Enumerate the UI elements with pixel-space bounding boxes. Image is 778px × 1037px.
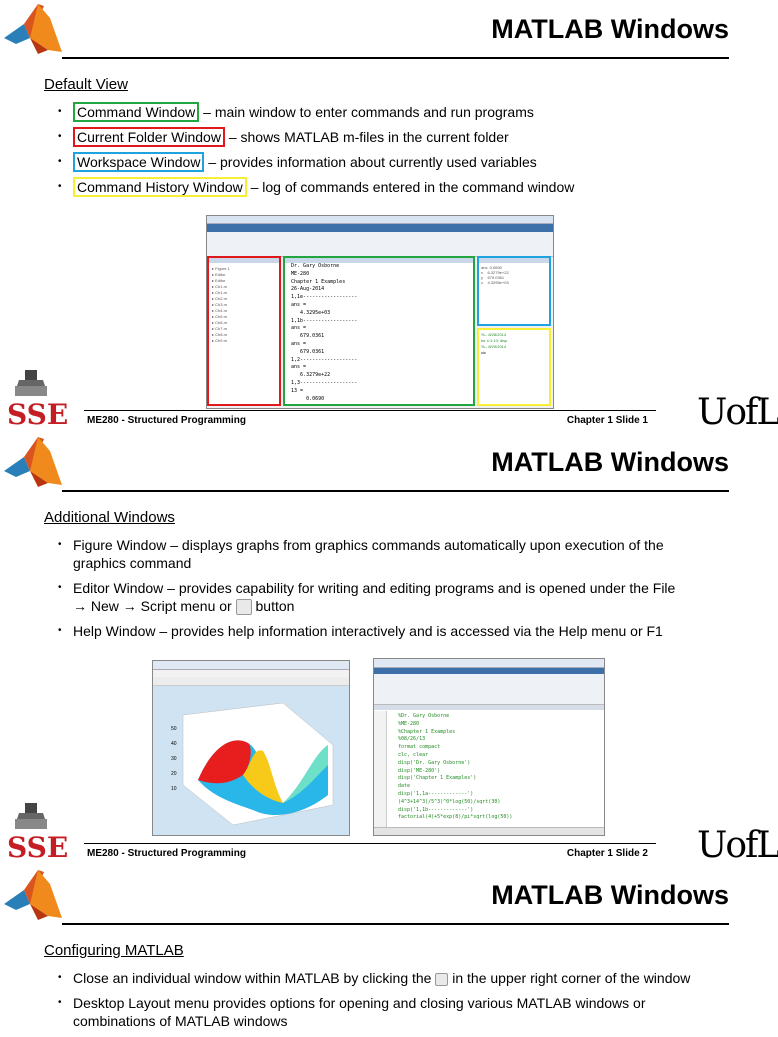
term-command-history-window: Command History Window bbox=[73, 177, 247, 197]
svg-text:SSE: SSE bbox=[7, 831, 69, 864]
close-window-icon bbox=[435, 973, 448, 986]
footer-rule bbox=[84, 410, 656, 411]
bullet-item bbox=[58, 128, 698, 146]
screenshot-toolstrip bbox=[207, 232, 553, 257]
footer-rule bbox=[84, 843, 656, 844]
bullet-text: Close an individual window within MATLAB by clicking the bbox=[73, 970, 432, 986]
new-script-icon bbox=[236, 599, 252, 615]
bullet-text: Editor Window – provides capability for writing and editing programs and is opened under the File → New → Script menu or bbox=[73, 580, 676, 614]
current-folder-panel: ▸ Figure 1 ▸ Editor ▸ Editor ▸ Ch1.m ▸ Ch1.m ▸ Ch2.m ▸ Ch3.m ▸ Ch4.m ▸ Ch5.m ▸ Ch6.m ▸ Ch7.m ▸ Ch8.m ▸ Ch9.m bbox=[207, 256, 281, 406]
slide-title: MATLAB Windows bbox=[491, 14, 729, 44]
command-window-panel bbox=[283, 256, 475, 406]
bullet-item bbox=[58, 153, 698, 171]
svg-text:40: 40 bbox=[171, 741, 177, 747]
screenshot-tabstrip bbox=[207, 224, 553, 232]
bullet-text: – shows MATLAB m-files in the current folder bbox=[224, 129, 509, 145]
bullet-item bbox=[58, 178, 698, 196]
bullet-text: Figure Window – displays graphs from graphics commands automatically upon execution of the graphics command bbox=[73, 537, 664, 571]
footer-course: ME280 - Structured Programming bbox=[87, 848, 246, 859]
sse-logo-icon bbox=[5, 368, 69, 432]
bullet-item bbox=[58, 579, 683, 615]
sse-logo-icon bbox=[5, 801, 69, 865]
footer-course: ME280 - Structured Programming bbox=[87, 415, 246, 426]
slide-title: MATLAB Windows bbox=[491, 447, 729, 477]
matlab-logo-icon bbox=[2, 866, 64, 924]
svg-text:50: 50 bbox=[171, 726, 177, 732]
uofl-logo: UofL bbox=[697, 392, 778, 433]
bullet-list bbox=[58, 969, 728, 1037]
command-history-panel: %-- 8/28/2014 for i=1:10; disp %-- 8/29/2014 clc bbox=[477, 328, 551, 406]
screenshot-titlebar bbox=[207, 216, 553, 224]
svg-text:SSE: SSE bbox=[7, 398, 69, 431]
svg-text:30: 30 bbox=[171, 756, 177, 762]
uofl-logo: UofL bbox=[697, 825, 778, 866]
title-rule bbox=[62, 923, 729, 925]
svg-text:10: 10 bbox=[171, 786, 177, 792]
bullet-item bbox=[58, 103, 698, 121]
section-heading: Default View bbox=[44, 76, 128, 93]
bullet-text: Help Window – provides help information interactively and is accessed via the Help menu or F1 bbox=[73, 623, 663, 640]
slide-3 bbox=[0, 866, 768, 1029]
footer-slide-number: Chapter 1 Slide 1 bbox=[566, 415, 648, 426]
matlab-logo-icon bbox=[2, 433, 64, 491]
svg-text:20: 20 bbox=[171, 771, 177, 777]
term-current-folder-window: Current Folder Window bbox=[73, 127, 225, 147]
footer-slide-number: Chapter 1 Slide 2 bbox=[566, 848, 648, 859]
bullet-text: – provides information about currently used variables bbox=[204, 154, 537, 170]
bullet-list bbox=[58, 103, 698, 203]
bullet-text: – main window to enter commands and run programs bbox=[199, 104, 534, 120]
workspace-panel: ans 0.0690 x 6.3279e+22 y 679.0361 z 4.3295e+03 bbox=[477, 256, 551, 326]
slide-1 bbox=[0, 0, 778, 433]
editor-code: %Dr. Gary Osborne %ME-280 %Chapter 1 Examples %08/26/13 format compact clc, clear disp('Dr. Gary Osborne') disp('ME-280') disp('Chapter 1 Examples') date disp('1,1a-------------') (4^3+14^3)/5^3)^0*log(50)/sqrt(30) disp('1,1b-------------') factorial(4)+5*exp(8)/pi*sqrt(log(50)) bbox=[398, 713, 513, 821]
term-workspace-window: Workspace Window bbox=[73, 152, 204, 172]
slide-2 bbox=[0, 433, 778, 866]
bullet-item bbox=[58, 969, 728, 987]
title-rule bbox=[62, 490, 729, 492]
surface-plot bbox=[153, 685, 349, 835]
title-rule bbox=[62, 57, 729, 59]
bullet-text: – log of commands entered in the command window bbox=[246, 179, 575, 195]
bullet-item bbox=[58, 536, 683, 572]
command-window-output: Dr. Gary Osborne ME-280 Chapter 1 Examples 26-Aug-2014 1,1e------------------ ans = 4.3295e+03 1,1b------------------ ans = 679.0361 ans = 679.0361 1,2------------------- ans = 6.3279e+22 1,3------------------- 13 = 0.0690 bbox=[291, 263, 358, 402]
bullet-text: button bbox=[255, 598, 295, 614]
section-heading: Configuring MATLAB bbox=[44, 942, 184, 959]
slide-title: MATLAB Windows bbox=[491, 880, 729, 910]
matlab-desktop-screenshot bbox=[206, 215, 554, 409]
bullet-text: Desktop Layout menu provides options for opening and closing various MATLAB windows or combinations of MATLAB windows bbox=[73, 995, 646, 1029]
matlab-logo-icon bbox=[2, 0, 64, 58]
editor-window-screenshot bbox=[373, 658, 605, 836]
section-heading: Additional Windows bbox=[44, 509, 175, 526]
bullet-text: in the upper right corner of the window bbox=[452, 970, 691, 986]
bullet-item bbox=[58, 622, 683, 640]
bullet-list bbox=[58, 536, 683, 647]
bullet-item bbox=[58, 994, 728, 1030]
term-command-window: Command Window bbox=[73, 102, 199, 122]
figure-window-screenshot bbox=[152, 660, 350, 836]
